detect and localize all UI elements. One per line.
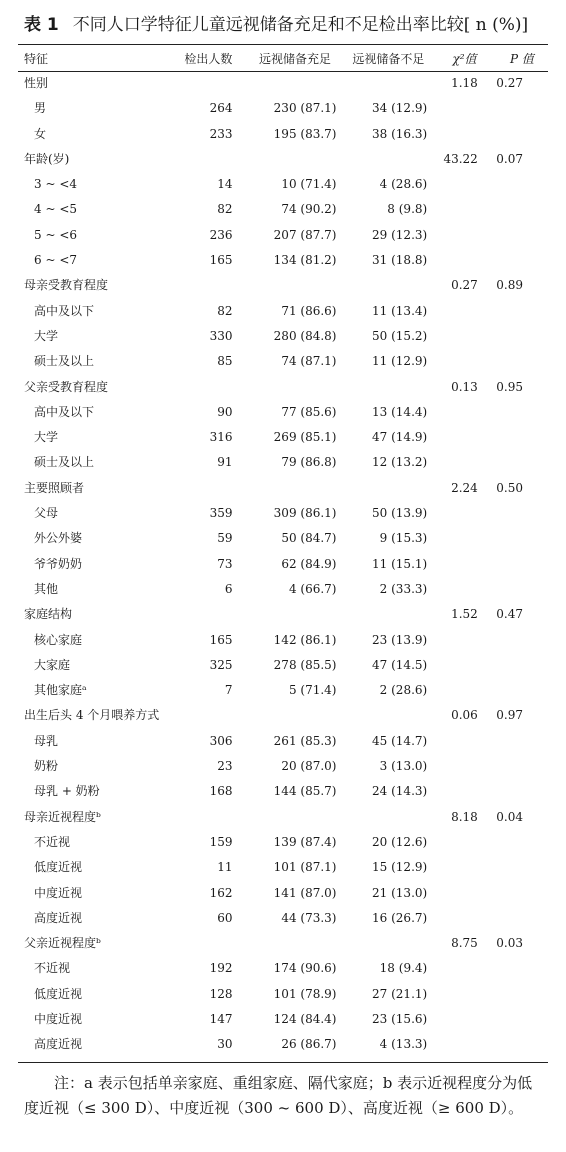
cell-p-value [496,956,548,981]
table-row [18,450,548,475]
cell-chi-square [433,197,496,222]
table-row [18,248,548,273]
cell-count [170,273,246,298]
cell-count [170,931,246,956]
cell-chi-square: 43.22 [443,151,478,166]
cell-p-value [496,653,548,678]
footnote: 注：a 表示包括单亲家庭、重组家庭、隔代家庭；b 表示近视程度分为低度近视（≤ 300 D）、中度近视（300 ~ 600 D）、高度近视（≥ 600 D）。 [24,1074,533,1117]
cell-feature: 硕士及以上 [34,354,95,369]
cell-count: 325 [209,657,233,672]
cell-insufficient: 50 (13.9) [372,506,428,521]
cell-sufficient: 278 (85.5) [273,657,337,672]
cell-feature: 大学 [34,430,59,445]
cell-sufficient: 79 (86.8) [281,455,337,470]
cell-p-value [496,450,548,475]
cell-feature: 父母 [34,506,59,521]
cell-count: 236 [209,227,233,242]
cell-feature: 女 [34,126,47,141]
cell-insufficient [343,703,433,728]
cell-chi-square [433,526,496,551]
cell-count: 165 [209,253,233,268]
cell-p-value: 0.89 [496,278,523,293]
cell-feature: 男 [34,101,47,116]
cell-chi-square [433,779,496,804]
table-row [18,830,548,855]
cell-p-value [496,349,548,374]
cell-insufficient: 11 (13.4) [372,303,428,318]
cell-insufficient [343,273,433,298]
cell-count: 73 [217,556,233,571]
cell-p-value [496,628,548,653]
data-table [18,47,548,1058]
cell-insufficient [343,805,433,830]
cell-insufficient: 2 (28.6) [379,683,428,698]
cell-p-value [496,324,548,349]
cell-count: 7 [224,683,233,698]
cell-sufficient [246,805,343,830]
cell-insufficient: 50 (15.2) [372,328,428,343]
cell-feature: 高度近视 [34,910,83,925]
cell-count: 90 [217,404,233,419]
cell-insufficient: 9 (15.3) [379,531,428,546]
cell-count: 14 [217,177,233,192]
cell-count [170,375,246,400]
cell-insufficient: 4 (13.3) [379,1037,428,1052]
cell-feature: 中度近视 [34,885,83,900]
cell-chi-square [433,628,496,653]
cell-feature: 爷爷奶奶 [34,556,83,571]
cell-sufficient: 20 (87.0) [281,759,337,774]
cell-insufficient [343,602,433,627]
header-sufficient: 远视储备充足 [258,52,331,66]
cell-p-value: 0.03 [496,936,523,951]
header-insufficient: 远视储备不足 [352,52,425,66]
cell-count: 91 [217,455,233,470]
cell-p-value: 0.07 [496,151,523,166]
cell-insufficient: 15 (12.9) [372,860,428,875]
cell-feature: 低度近视 [34,986,83,1001]
cell-insufficient: 13 (14.4) [372,404,428,419]
cell-insufficient: 16 (26.7) [372,910,428,925]
cell-sufficient: 309 (86.1) [273,506,337,521]
cell-p-value [496,754,548,779]
cell-p-value [496,906,548,931]
cell-p-value: 0.95 [496,379,523,394]
cell-p-value [496,982,548,1007]
table-row [18,956,548,981]
cell-feature: 中度近视 [34,1011,83,1026]
cell-sufficient [246,602,343,627]
cell-chi-square [433,122,496,147]
cell-p-value [496,248,548,273]
cell-insufficient: 27 (21.1) [372,986,428,1001]
table-row [18,552,548,577]
cell-insufficient: 3 (13.0) [379,759,428,774]
cell-feature: 核心家庭 [34,632,83,647]
cell-sufficient [246,375,343,400]
cell-insufficient: 11 (15.1) [372,556,428,571]
cell-feature: 家庭结构 [24,607,73,622]
table-row [18,172,548,197]
table-row [18,122,548,147]
cell-insufficient [343,476,433,501]
cell-chi-square [433,400,496,425]
cell-feature: 其他家庭ᵃ [34,683,87,698]
table-row [18,881,548,906]
cell-p-value: 0.97 [496,708,523,723]
table-row [18,1007,548,1032]
cell-feature: 出生后头 4 个月喂养方式 [24,708,160,723]
cell-chi-square [433,855,496,880]
cell-count: 60 [217,910,233,925]
cell-chi-square [433,729,496,754]
cell-chi-square [433,223,496,248]
cell-sufficient: 134 (81.2) [273,253,337,268]
cell-sufficient: 4 (66.7) [288,581,337,596]
cell-chi-square [433,830,496,855]
cell-feature: 大家庭 [34,657,71,672]
cell-sufficient: 195 (83.7) [273,126,337,141]
header-row [18,47,548,71]
cell-p-value [496,223,548,248]
cell-sufficient: 74 (87.1) [281,354,337,369]
cell-chi-square [433,577,496,602]
cell-p-value [496,1007,548,1032]
cell-count [170,476,246,501]
cell-chi-square [433,299,496,324]
cell-p-value [496,881,548,906]
cell-count: 264 [209,101,233,116]
cell-chi-square [433,450,496,475]
cell-chi-square [433,754,496,779]
cell-chi-square [433,96,496,121]
bottom-rule [18,1062,548,1063]
cell-feature: 硕士及以上 [34,455,95,470]
cell-feature: 外公外婆 [34,531,83,546]
cell-insufficient: 18 (9.4) [379,961,428,976]
table-row [18,729,548,754]
table-row [18,1032,548,1057]
cell-p-value [496,830,548,855]
cell-sufficient: 141 (87.0) [273,885,337,900]
cell-feature: 大学 [34,328,59,343]
cell-insufficient: 8 (9.8) [387,202,428,217]
table-caption [24,14,528,36]
cell-count: 59 [217,531,233,546]
cell-sufficient: 142 (86.1) [273,632,337,647]
cell-chi-square [433,1032,496,1057]
cell-sufficient: 26 (86.7) [281,1037,337,1052]
header-count: 检出人数 [184,52,233,66]
cell-feature: 母亲近视程度ᵇ [24,809,101,824]
cell-feature: 3 ~ <4 [34,177,78,192]
cell-insufficient: 23 (13.9) [372,632,428,647]
cell-count: 233 [209,126,233,141]
cell-p-value [496,855,548,880]
cell-sufficient: 5 (71.4) [288,683,337,698]
cell-feature: 5 ~ <6 [34,227,78,242]
cell-sufficient: 74 (90.2) [281,202,337,217]
cell-sufficient: 230 (87.1) [273,101,337,116]
cell-feature: 性别 [24,76,49,90]
cell-p-value: 0.27 [496,76,523,90]
table-row [18,299,548,324]
cell-p-value [496,122,548,147]
cell-chi-square [433,552,496,577]
cell-insufficient [343,71,433,96]
cell-count [170,805,246,830]
cell-count: 316 [209,430,233,445]
cell-feature: 高中及以下 [34,303,95,318]
cell-p-value: 0.04 [496,809,523,824]
cell-insufficient: 20 (12.6) [372,834,428,849]
cell-chi-square [433,678,496,703]
cell-sufficient [246,476,343,501]
table-row [18,855,548,880]
cell-count: 85 [217,354,233,369]
table-row [18,754,548,779]
table-row [18,526,548,551]
cell-insufficient [343,147,433,172]
cell-chi-square [433,1007,496,1032]
cell-chi-square [433,172,496,197]
cell-sufficient [246,273,343,298]
cell-count: 159 [209,834,233,849]
cell-count: 23 [217,759,233,774]
cell-count: 128 [209,986,233,1001]
cell-insufficient: 38 (16.3) [372,126,428,141]
table-row [18,653,548,678]
cell-chi-square: 1.52 [451,607,478,622]
top-rule [18,44,548,45]
group-row [18,476,548,501]
cell-insufficient [343,375,433,400]
cell-sufficient [246,703,343,728]
group-row [18,703,548,728]
cell-chi-square [433,982,496,1007]
cell-insufficient [343,931,433,956]
cell-p-value [496,172,548,197]
group-row [18,273,548,298]
cell-sufficient: 77 (85.6) [281,404,337,419]
cell-insufficient: 23 (15.6) [372,1011,428,1026]
cell-chi-square [433,425,496,450]
cell-chi-square [433,881,496,906]
cell-p-value [496,779,548,804]
cell-insufficient: 45 (14.7) [372,733,428,748]
cell-count: 82 [217,202,233,217]
cell-count: 330 [209,328,233,343]
table-row [18,223,548,248]
cell-feature: 年龄(岁) [24,151,70,166]
cell-p-value: 0.50 [496,480,523,495]
group-row [18,602,548,627]
cell-count: 306 [209,733,233,748]
cell-feature: 不近视 [34,961,71,976]
cell-feature: 母乳 + 奶粉 [34,784,100,799]
table-row [18,577,548,602]
cell-count [170,71,246,96]
cell-feature: 主要照顾者 [24,480,85,495]
table-row [18,628,548,653]
cell-p-value [496,577,548,602]
cell-chi-square [433,349,496,374]
cell-insufficient: 29 (12.3) [372,227,428,242]
cell-sufficient: 62 (84.9) [281,556,337,571]
cell-feature: 6 ~ <7 [34,253,78,268]
cell-feature: 母亲受教育程度 [24,278,109,293]
cell-feature: 4 ~ <5 [34,202,78,217]
cell-p-value [496,299,548,324]
group-row [18,375,548,400]
table-row [18,906,548,931]
cell-insufficient: 24 (14.3) [372,784,428,799]
header-p-value: P 值 [509,52,534,66]
table-body [18,71,548,1058]
cell-p-value [496,729,548,754]
cell-count: 162 [209,885,233,900]
group-row [18,147,548,172]
cell-p-value [496,425,548,450]
cell-feature: 高中及以下 [34,404,95,419]
cell-sufficient: 101 (78.9) [273,986,337,1001]
cell-insufficient: 47 (14.5) [372,657,428,672]
cell-sufficient [246,147,343,172]
table-row [18,324,548,349]
cell-p-value [496,400,548,425]
cell-chi-square: 0.27 [451,278,478,293]
table-row [18,96,548,121]
cell-p-value [496,197,548,222]
cell-feature: 其他 [34,581,59,596]
cell-insufficient: 4 (28.6) [379,177,428,192]
header-chi-square: χ²值 [452,52,477,66]
table-row [18,400,548,425]
cell-sufficient: 144 (85.7) [273,784,337,799]
cell-count: 82 [217,303,233,318]
cell-count: 359 [209,506,233,521]
cell-count [170,602,246,627]
cell-count: 11 [217,860,233,875]
cell-feature: 不近视 [34,834,71,849]
table-label: 表 1 [24,15,59,35]
cell-chi-square: 1.18 [451,76,478,90]
cell-count: 192 [209,961,233,976]
cell-p-value [496,526,548,551]
cell-chi-square [433,248,496,273]
cell-sufficient [246,931,343,956]
cell-sufficient: 280 (84.8) [273,328,337,343]
table-row [18,197,548,222]
group-row [18,805,548,830]
cell-chi-square: 0.06 [451,708,478,723]
cell-sufficient: 139 (87.4) [273,834,337,849]
cell-chi-square [433,906,496,931]
cell-insufficient: 47 (14.9) [372,430,428,445]
header-feature: 特征 [24,52,49,66]
group-row [18,931,548,956]
cell-count: 6 [224,581,233,596]
cell-p-value [496,1032,548,1057]
cell-feature: 高度近视 [34,1037,83,1052]
cell-chi-square [433,653,496,678]
cell-insufficient: 21 (13.0) [372,885,428,900]
table-title: 不同人口学特征儿童远视储备充足和不足检出率比较[ n (%)] [72,15,529,35]
cell-insufficient: 11 (12.9) [372,354,428,369]
table-row [18,425,548,450]
cell-sufficient: 269 (85.1) [273,430,337,445]
cell-feature: 母乳 [34,733,59,748]
cell-count: 30 [217,1037,233,1052]
cell-sufficient: 10 (71.4) [281,177,337,192]
cell-sufficient [246,71,343,96]
cell-insufficient: 34 (12.9) [372,101,428,116]
cell-chi-square: 8.18 [451,809,478,824]
table-row [18,982,548,1007]
group-row [18,71,548,96]
cell-count: 147 [209,1011,233,1026]
cell-p-value [496,678,548,703]
cell-chi-square: 8.75 [451,936,478,951]
cell-count [170,703,246,728]
cell-count: 165 [209,632,233,647]
cell-p-value [496,96,548,121]
table-row [18,501,548,526]
cell-sufficient: 50 (84.7) [281,531,337,546]
cell-feature: 父亲近视程度ᵇ [24,936,101,951]
cell-p-value [496,501,548,526]
cell-p-value: 0.47 [496,607,523,622]
cell-count: 168 [209,784,233,799]
cell-sufficient: 44 (73.3) [281,910,337,925]
cell-count [170,147,246,172]
cell-insufficient: 12 (13.2) [372,455,428,470]
cell-sufficient: 207 (87.7) [273,227,337,242]
cell-chi-square: 2.24 [451,480,478,495]
cell-sufficient: 261 (85.3) [273,733,337,748]
cell-chi-square [433,956,496,981]
cell-sufficient: 71 (86.6) [281,303,337,318]
cell-chi-square [433,324,496,349]
cell-feature: 父亲受教育程度 [24,379,109,394]
cell-chi-square [433,501,496,526]
cell-feature: 奶粉 [34,759,59,774]
cell-feature: 低度近视 [34,860,83,875]
cell-sufficient: 174 (90.6) [273,961,337,976]
cell-sufficient: 101 (87.1) [273,860,337,875]
table-row [18,349,548,374]
cell-insufficient: 31 (18.8) [372,253,428,268]
table-row [18,678,548,703]
table-row [18,779,548,804]
cell-chi-square: 0.13 [451,379,478,394]
cell-sufficient: 124 (84.4) [273,1011,337,1026]
cell-insufficient: 2 (33.3) [379,581,428,596]
cell-p-value [496,552,548,577]
